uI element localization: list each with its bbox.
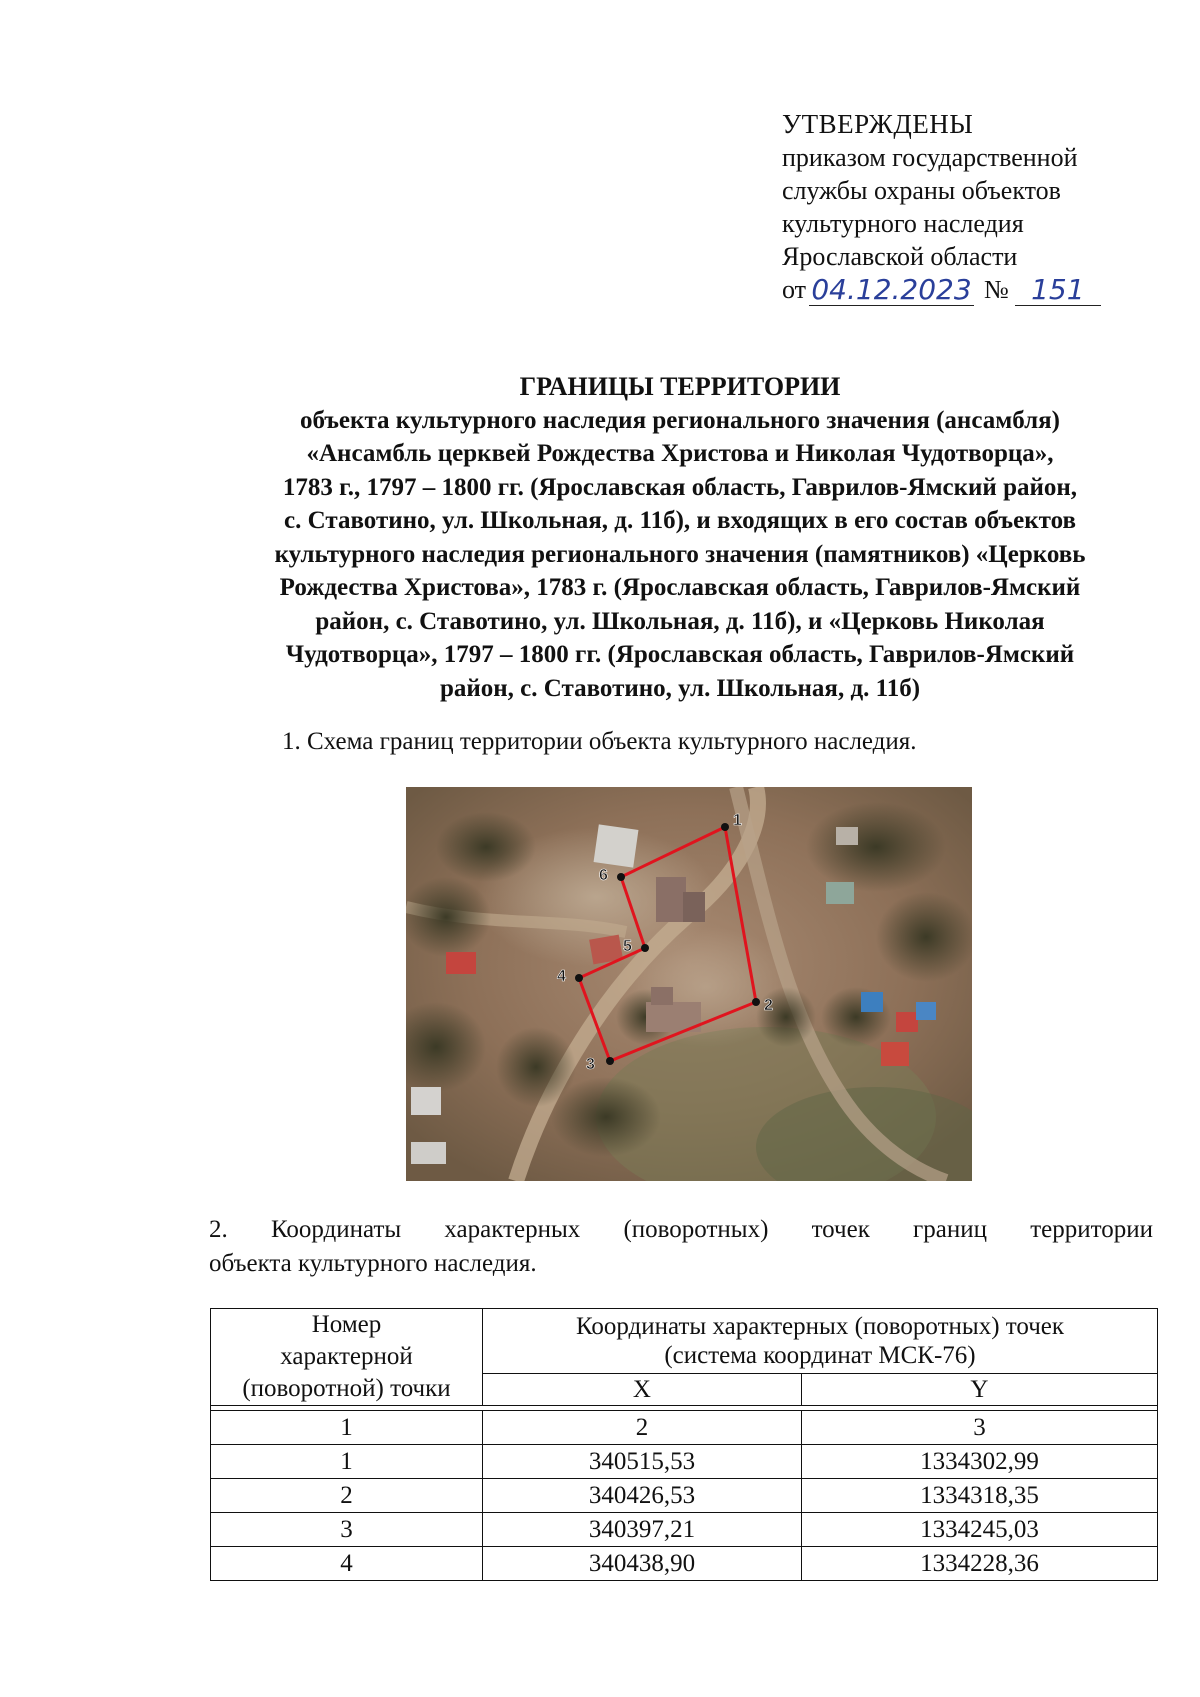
boundary-point-label: 1 [733, 812, 742, 829]
header-point-number [211, 1309, 483, 1406]
boundary-point-label: 6 [599, 867, 608, 884]
table-row [211, 1513, 1158, 1547]
boundary-point-label: 5 [623, 938, 632, 955]
cell-y: 1334302,99 [801, 1445, 1157, 1479]
table-row [211, 1547, 1158, 1581]
boundary-point-marker [752, 998, 760, 1006]
header-x: X [483, 1373, 802, 1405]
title-line: культурного наследия регионального значения (памятников) «Церковь [274, 540, 1086, 568]
handwritten-date: 04.12.2023 [809, 275, 974, 306]
header-point-line: Номер [311, 1311, 382, 1338]
boundary-point-label: 3 [586, 1056, 595, 1073]
handwritten-number: 151 [1015, 275, 1101, 306]
column-number: 1 [211, 1411, 483, 1445]
title-line: район, с. Ставотино, ул. Школьная, д. 11б) [439, 674, 921, 702]
cell-x: 340438,90 [483, 1547, 802, 1581]
section-2-heading-line-1: 2. Координаты характерных (поворотных) точек границ территории [209, 1216, 1153, 1243]
approval-date-number-row [782, 273, 1122, 306]
table-row [211, 1445, 1158, 1479]
title-line: Чудотворца», 1797 – 1800 гг. (Ярославская область, Гаврилов-Ямский [285, 641, 1075, 668]
title-line: 1783 г., 1797 – 1800 гг. (Ярославская область, Гаврилов-Ямский район, [282, 473, 1078, 501]
approval-line: культурного наследия [782, 209, 1024, 238]
table-row [211, 1479, 1158, 1513]
column-number: 2 [483, 1411, 802, 1445]
title-line: Рождества Христова», 1783 г. (Ярославская область, Гаврилов-Ямский [279, 574, 1081, 601]
cell-point: 2 [211, 1479, 483, 1513]
document-title [200, 370, 1160, 705]
cell-point: 3 [211, 1513, 483, 1547]
approval-line: приказом государственной [782, 143, 1078, 172]
header-coords-line: (система координат МСК-76) [664, 1341, 976, 1369]
approval-line: службы охраны объектов [782, 176, 1061, 205]
boundary-point-marker [617, 873, 625, 881]
header-coordinates [483, 1309, 1158, 1374]
header-coords-line: Координаты характерных (поворотных) точек [575, 1312, 1065, 1340]
boundary-map [406, 787, 972, 1181]
cell-y: 1334228,36 [801, 1547, 1157, 1581]
boundary-point-label: 4 [557, 968, 566, 985]
column-number: 3 [801, 1411, 1157, 1445]
boundary-point-marker [721, 823, 729, 831]
coordinates-table [210, 1308, 1158, 1581]
cell-point: 1 [211, 1445, 483, 1479]
title-line: район, с. Ставотино, ул. Школьная, д. 11б), и «Церковь Николая [315, 607, 1045, 635]
column-number-row [211, 1411, 1158, 1445]
boundary-point-marker [575, 974, 583, 982]
cell-y: 1334245,03 [801, 1513, 1157, 1547]
header-point-line: (поворотной) точки [242, 1375, 451, 1402]
cell-x: 340515,53 [483, 1445, 802, 1479]
title-line: «Ансамбль церквей Рождества Христова и Николая Чудотворца», [306, 440, 1054, 467]
cell-x: 340397,21 [483, 1513, 802, 1547]
title-line: объекта культурного наследия регионального значения (ансамбля) [299, 406, 1061, 434]
cell-point: 4 [211, 1547, 483, 1581]
title-line: с. Ставотино, ул. Школьная, д. 11б), и входящих в его состав объектов [284, 507, 1076, 534]
boundary-point-marker [606, 1057, 614, 1065]
map-image [406, 787, 972, 1181]
boundary-point-marker [641, 944, 649, 952]
section-1-heading: 1. Схема границ территории объекта культурного наследия. [282, 728, 917, 755]
header-y: Y [801, 1373, 1157, 1405]
number-sign: № [984, 275, 1009, 304]
header-point-line: характерной [280, 1343, 413, 1370]
approval-block [782, 108, 1122, 306]
cell-y: 1334318,35 [801, 1479, 1157, 1513]
approval-heading: УТВЕРЖДЕНЫ [782, 109, 974, 139]
date-prefix: от [782, 275, 807, 304]
approval-line: Ярославской области [782, 242, 1018, 271]
title-main: ГРАНИЦЫ ТЕРРИТОРИИ [519, 372, 841, 401]
boundary-point-label: 2 [764, 997, 773, 1014]
section-2-heading-line-2: объекта культурного наследия. [209, 1250, 537, 1277]
cell-x: 340426,53 [483, 1479, 802, 1513]
